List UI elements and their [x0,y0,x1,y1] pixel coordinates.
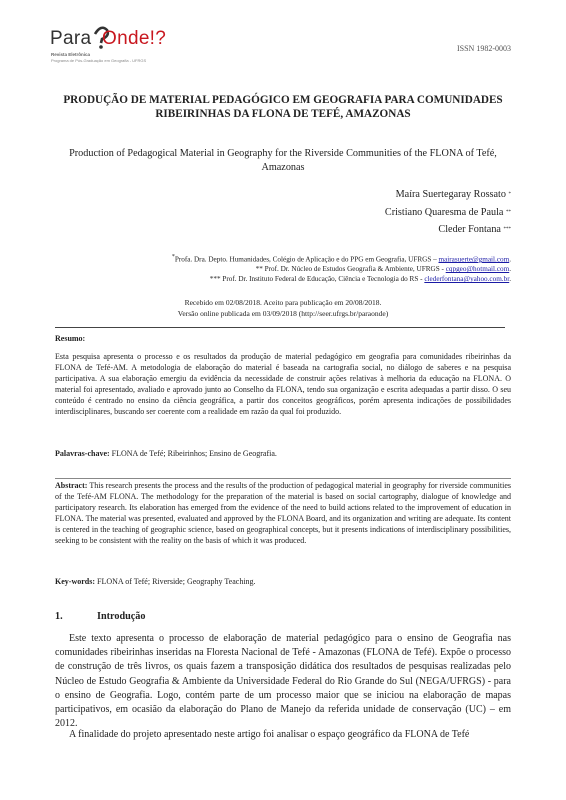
body-paragraph: Este texto apresenta o processo de elaboração de material pedagógico para o ensino de Geografia nas comunidades ribeirinhas inseridas na Floresta Nacional de Tefé - Amazonas (FLONA de Tefé). Expõe o processo de construção de três livros, os quais fazem a transposição didática dos resultados de pesquisas realizadas pelo Núcleo de Estudo Geografia & Ambiente da Universidade Federal do Rio Grande do Sul (NEGA/UFRGS) - para o ensino de Geografia. Logo, contém parte de um processo maior que se iniciou na elaboração de mapas participativos, em ocasião da elaboração do Plano de Manejo da referida unidade de conservação (UC) – em 2012. [55,633,511,730]
section-title: Introdução [97,611,146,622]
affiliation: *Profa. Dra. Depto. Humanidades, Colégio de Aplicação e do PPG em Geografia, UFRGS – mairasuerte@gmail.com. [171,254,511,264]
online-version: Versão online publicada em 03/09/2018 (http://seer.ufrgs.br/paraonde) [177,308,389,318]
logo-text-para: Para [50,28,92,49]
article-title-english: Production of Pedagogical Material in Geography for the Riverside Communities of the FLONA of Tefé, Amazonas [69,148,497,173]
abstract-text: Abstract: This research presents the process and the results of the production of pedagogical material in geography for riverside communities of the Tefé-AM FLONA. The methodology for the preparation of the material is based on social cartography, dialogue of knowledge and participatory research. Its elaboration has emerged from the evidence of the need to build actions related to the improvement of education in FLONA. The material was presented, evaluated and approved by the FLONA Board, and its organization and writing are adequate. Its content is centered in the teaching of geographic science, based on geographical concepts, but it presents indications of interdisciplinary possibilities, seeking to be consistent with the reality on the basis of which it was produced. [55,481,511,545]
abstract-label: Abstract: [55,481,88,490]
email-link[interactable]: clederfontana@yahoo.com.br [424,275,510,284]
logo-subtitle: Revista Eletrônica [51,52,91,57]
section-heading [55,611,146,622]
email-link[interactable]: cqpgeo@hotmail.com [445,265,510,274]
article-title: PRODUÇÃO DE MATERIAL PEDAGÓGICO EM GEOGRAFIA PARA COMUNIDADES RIBEIRINHAS DA FLONA DE TEFÉ, AMAZONAS [63,94,503,120]
palavras-chave: Palavras-chave: FLONA de Tefé; Ribeirinhos; Ensino de Geografia. [55,449,277,458]
body-paragraph: A finalidade do projeto apresentado neste artigo foi analisar o espaço geográfico da FLONA de Tefé [69,729,470,740]
author: Cleder Fontana *** [438,224,511,235]
author: Maíra Suertegaray Rossato * [395,189,511,200]
issn: ISSN 1982-0003 [456,44,511,53]
divider [55,327,505,328]
logo-program: Programa de Pós-Graduação em Geografia - UFRGS [51,58,147,63]
logo-text-onde: Onde!? [102,28,167,49]
author-list [385,186,511,239]
abstract-divider [55,478,511,479]
publication-dates [60,298,506,319]
key-words: Key-words: FLONA of Tefé; Riverside; Geography Teaching. [55,577,256,586]
section-number: 1. [55,611,63,622]
affiliation: ** Prof. Dr. Núcleo de Estudos Geografia & Ambiente, UFRGS - cqpgeo@hotmail.com. [255,265,511,274]
author: Cristiano Quaresma de Paula ** [384,206,511,218]
resumo-label: Resumo: [55,334,86,343]
affiliation: *** Prof. Dr. Instituto Federal de Educação, Ciência e Tecnologia do RS - clederfontana@yahoo.com.br. [209,275,511,284]
affiliations [172,252,511,284]
received-date: Recebido em 02/08/2018. Aceito para publicação em 20/08/2018. [184,298,382,307]
resumo-text: Esta pesquisa apresenta o processo e os resultados da produção de material pedagógico em geografia para comunidades ribeirinhas da FLONA de Tefé-AM. A metodologia de elaboração do material é baseada na cartografia social, no diálogo de saberes e na pesquisa participativa. A sua elaboração emergiu da evidência da necessidade de construir ações relativas à melhoria da educação na FLONA. O material foi apresentado, avaliado e aprovado junto ao Conselho da FLONA, tendo sua organização e escrita adequadas a partir disso. O seu conteúdo é centrado no ensino da ciência geográfica, a partir dos conceitos geográficos, porém apresenta indicações de possibilidades interdisciplinares, buscando ser coerente com a realidade em razão da qual foi produzido. [55,352,511,416]
journal-logo [50,24,185,76]
email-link[interactable]: mairasuerte@gmail.com [438,255,510,264]
